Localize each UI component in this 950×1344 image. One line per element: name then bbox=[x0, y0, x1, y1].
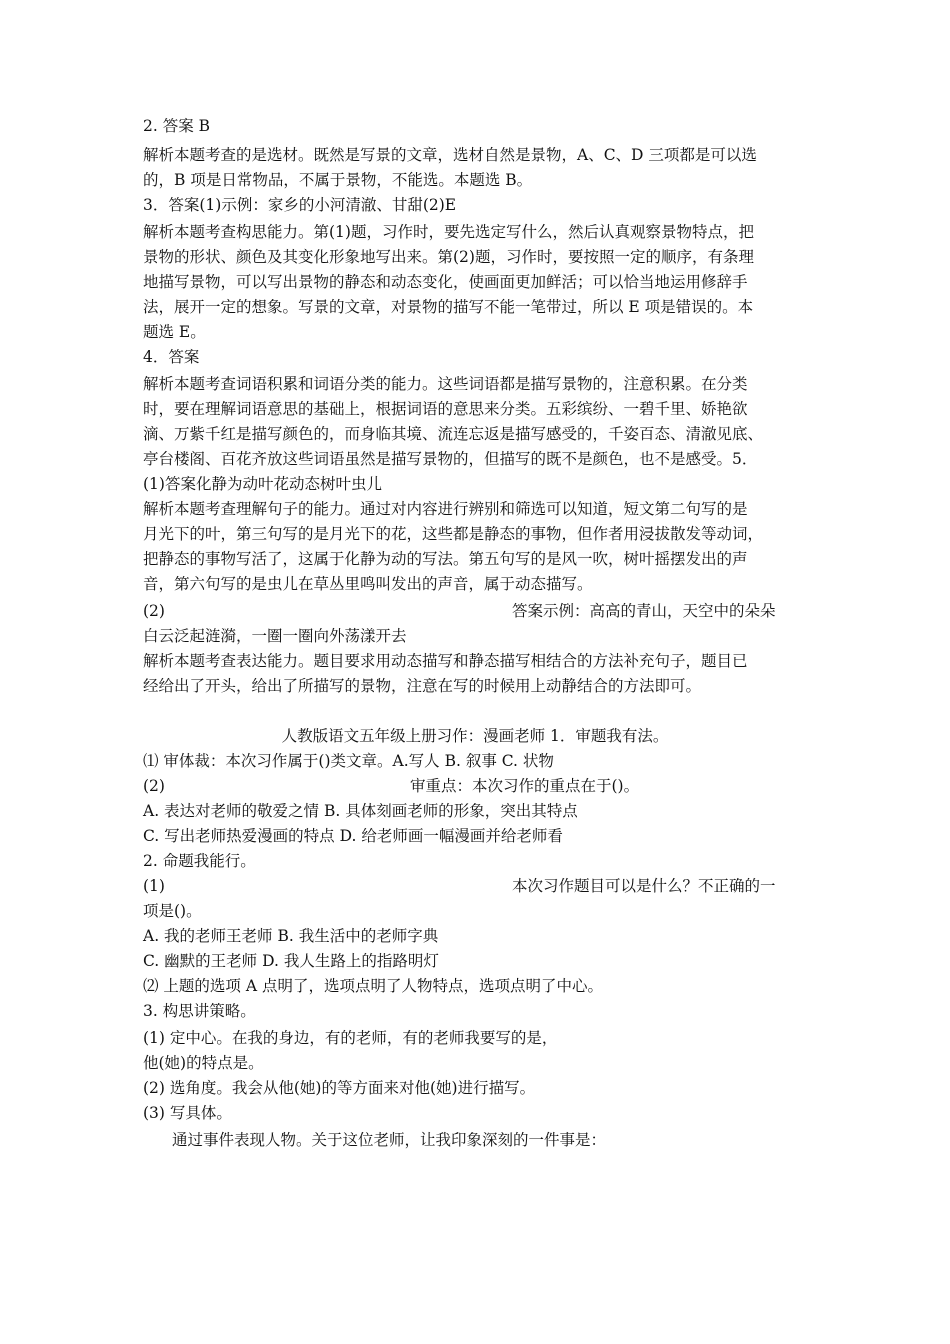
section-title: 人教版语文五年级上册习作：漫画老师 1．审题我有法。 bbox=[281, 727, 669, 745]
strategy-line: 他(她)的特点是。 bbox=[143, 1054, 264, 1072]
answer-2-heading: 2. 答案 B bbox=[143, 117, 211, 135]
question-title-cont: 项是()。 bbox=[143, 902, 202, 920]
answer-4-heading: 4．答案 bbox=[143, 348, 200, 366]
strategy-line: 通过事件表现人物。关于这位老师，让我印象深刻的一件事是： bbox=[172, 1131, 607, 1149]
question-title: 本次习作题目可以是什么？不正确的一 bbox=[512, 877, 776, 895]
answer-5-2-line: 答案示例：高高的青山，天空中的朵朵 bbox=[512, 602, 776, 620]
analysis-5-line: 把静态的事物写活了，这属于化静为动的写法。第五句写的是风一吹，树叶摇摆发出的声 bbox=[143, 550, 748, 568]
analysis-3-line: 地描写景物，可以写出景物的静态和动态变化，使画面更加鲜活；可以恰当地运用修辞手 bbox=[143, 273, 748, 291]
question-line: ⑵ 上题的选项 A 点明了，选项点明了人物特点，选项点明了中心。 bbox=[143, 977, 603, 995]
question-5-2-number: (2) bbox=[143, 602, 165, 620]
question-focus: 审重点：本次习作的重点在于()。 bbox=[410, 777, 640, 795]
answer-5-2-line: 白云泛起涟漪，一圈一圈向外荡漾开去 bbox=[143, 627, 407, 645]
analysis-3-line: 题选 E。 bbox=[143, 323, 206, 341]
analysis-4-line: 解析本题考查词语积累和词语分类的能力。这些词语都是描写景物的，注意积累。在分类 bbox=[143, 375, 748, 393]
analysis-6-line: 经给出了开头，给出了所描写的景物，注意在写的时候用上动静结合的方法即可。 bbox=[143, 677, 702, 695]
analysis-4-line: 时，要在理解词语意思的基础上，根据词语的意思来分类。五彩缤纷、一碧千里、娇艳欲 bbox=[143, 400, 748, 418]
option-line: C. 写出老师热爱漫画的特点 D. 给老师画一幅漫画并给老师看 bbox=[143, 827, 563, 845]
analysis-2-line: 的，B 项是日常物品，不属于景物，不能选。本题选 B。 bbox=[143, 171, 533, 189]
option-line: A. 表达对老师的敬爱之情 B. 具体刻画老师的形象，突出其特点 bbox=[143, 802, 578, 820]
analysis-6-line: 解析本题考查表达能力。题目要求用动态描写和静态描写相结合的方法补充句子，题目已 bbox=[143, 652, 748, 670]
section-heading: 2. 命题我能行。 bbox=[143, 852, 256, 870]
strategy-line: (1) 定中心。在我的身边，有的老师，有的老师我要写的是， bbox=[143, 1029, 558, 1047]
section-heading: 3. 构思讲策略。 bbox=[143, 1002, 256, 1020]
question-genre: ⑴ 审体裁：本次习作属于()类文章。A.写人 B. 叙事 C. 状物 bbox=[143, 752, 554, 770]
strategy-line: (3) 写具体。 bbox=[143, 1104, 232, 1122]
analysis-3-line: 景物的形状、颜色及其变化形象地写出来。第(2)题，习作时，要按照一定的顺序，有条理 bbox=[143, 248, 754, 266]
option-line: C. 幽默的王老师 D. 我人生路上的指路明灯 bbox=[143, 952, 439, 970]
answer-5-1-line: (1)答案化静为动叶花动态树叶虫儿 bbox=[143, 475, 382, 493]
analysis-3-line: 解析本题考查构思能力。第(1)题，习作时，要先选定写什么，然后认真观察景物特点，把 bbox=[143, 223, 754, 241]
analysis-2-line: 解析本题考查的是选材。既然是写景的文章，选材自然是景物，A、C、D 三项都是可以选 bbox=[143, 146, 757, 164]
analysis-5-line: 月光下的叶，第三句写的是月光下的花，这些都是静态的事物，但作者用浸拔散发等动词， bbox=[143, 525, 764, 543]
question-focus-number: (2) bbox=[143, 777, 165, 795]
strategy-line: (2) 选角度。我会从他(她)的等方面来对他(她)进行描写。 bbox=[143, 1079, 536, 1097]
analysis-4-line: 亭台楼阁、百花齐放这些词语虽然是描写景物的，但描写的既不是颜色，也不是感受。5． bbox=[143, 450, 758, 468]
question-title-number: (1) bbox=[143, 877, 165, 895]
analysis-3-line: 法，展开一定的想象。写景的文章，对景物的描写不能一笔带过，所以 E 项是错误的。本 bbox=[143, 298, 754, 316]
answer-3-heading: 3．答案(1)示例：家乡的小河清澈、甘甜(2)E bbox=[143, 196, 457, 214]
analysis-5-line: 音，第六句写的是虫儿在草丛里鸣叫发出的声音，属于动态描写。 bbox=[143, 575, 593, 593]
option-line: A. 我的老师王老师 B. 我生活中的老师字典 bbox=[143, 927, 439, 945]
analysis-4-line: 滴、万紫千红是描写颜色的，而身临其境、流连忘返是描写感受的，千姿百态、清澈见底、 bbox=[143, 425, 764, 443]
analysis-5-line: 解析本题考查理解句子的能力。通过对内容进行辨别和筛选可以知道，短文第二句写的是 bbox=[143, 500, 748, 518]
